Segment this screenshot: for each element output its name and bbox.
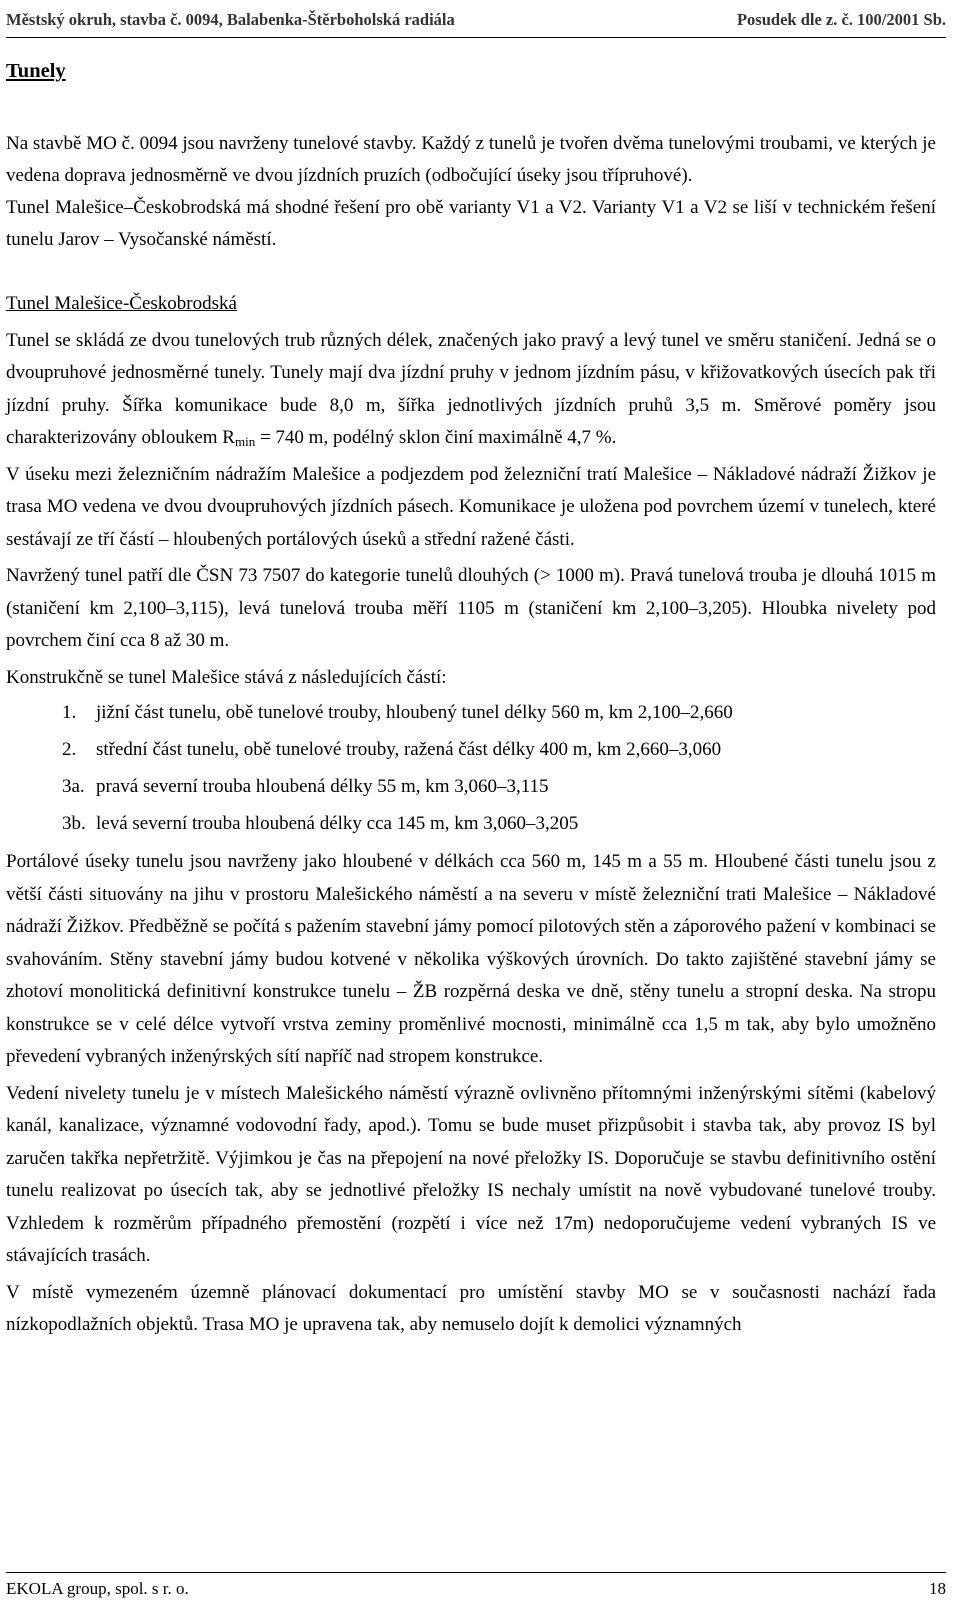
section-heading-paragraph bbox=[6, 288, 936, 321]
paragraph-description-end: = 740 m, podélný sklon činí maximálně 4,7 %. bbox=[255, 427, 617, 448]
paragraph-category: Navržený tunel patří dle ČSN 73 7507 do kategorie tunelů dlouhých (> 1000 m). Pravá tunelová trouba je dlouhá 1015 m (staničení km 2,100–3,115), levá tunelová trouba měří 1105 m (staničení km 2,100–3,205). Hloubka nivelety pod povrchem činí cca 8 až 30 m. bbox=[6, 565, 936, 651]
list-item: 2. střední část tunelu, obě tunelové trouby, ražená část délky 400 m, km 2,660–3,060 bbox=[62, 739, 722, 760]
list-item: 1. jižní část tunelu, obě tunelové trouby, hloubený tunel délky 560 m, km 2,100–2,660 bbox=[62, 702, 733, 723]
intro-paragraph-1: Na stavbě MO č. 0094 jsou navrženy tunelové stavby. Každý z tunelů je tvořen dvěma tunelovými troubami, ve kterých je vedena doprava jednosměrně ve dvou jízdních pruzích (odbočující úseky jsou třípruhové). bbox=[6, 133, 936, 186]
header-document-title: Městský okruh, stavba č. 0094, Balabenka-Štěrboholská radiála bbox=[6, 10, 455, 29]
paragraph-description bbox=[6, 325, 936, 455]
paragraph-list-intro: Konstrukčně se tunel Malešice stává z následujících částí: bbox=[6, 666, 447, 688]
page-header bbox=[6, 10, 946, 38]
header-document-reference: Posudek dle z. č. 100/2001 Sb. bbox=[736, 10, 946, 29]
paragraph-description-text: Tunel se skládá ze dvou tunelových trub různých délek, značených jako pravý a levý tunel ve směru staničení. Jedná se o dvoupruhové jednosměrné tunely. Tunely mají dva jízdní pruhy v jednom jízdním pásu, v křižovatkových úsecích pak tři jízdní pruhy. Šířka komunikace bude 8,0 m, šířka jednotlivých jízdních pruhů 3,5 m. Směrové poměry jsou charakterizovány obloukem R bbox=[6, 329, 936, 448]
intro-paragraph-2: Tunel Malešice–Českobrodská má shodné řešení pro obě varianty V1 a V2. Varianty V1 a V2 se liší v technickém řešení tunelu Jarov – Vysočanské náměstí. bbox=[6, 197, 936, 250]
footer-company: EKOLA group, spol. s r. o. bbox=[6, 1579, 189, 1598]
page-title: Tunely bbox=[6, 60, 66, 82]
paragraph-buildings: V místě vymezeném územně plánovací dokumentací pro umístění stavby MO se v současnosti nachází řada nízkopodlažních objektů. Trasa MO je upravena tak, aby nemuselo dojít k demolici významných bbox=[6, 1281, 936, 1335]
paragraph-route: V úseku mezi železničním nádražím Malešice a podjezdem pod železniční tratí Malešice – Nákladové nádraží Žižkov je trasa MO vedena ve dvou dvoupruhových jízdních pásech. Komunikace je uložena pod povrchem území v tunelech, které sestávají ze tří částí – hloubených portálových úseků a střední ražené části. bbox=[6, 463, 936, 550]
page-footer bbox=[6, 1572, 946, 1598]
list-item: 3b. levá severní trouba hloubená délky cca 145 m, km 3,060–3,205 bbox=[62, 813, 579, 834]
page-number: 18 bbox=[929, 1579, 946, 1598]
section-heading: Tunel Malešice-Českobrodská bbox=[6, 293, 237, 314]
document-body bbox=[6, 128, 936, 1342]
paragraph-utilities: Vedení nivelety tunelu je v místech Malešického náměstí výrazně ovlivněno přítomnými inženýrskými sítěmi (kabelový kanál, kanalizace, významné vodovodní řady, apod.). Tomu se bude muset přizpůsobit i stavba tak, aby provoz IS byl zaručen takřka nepřetržitě. Výjimkou je čas na přepojení na nové přeložky IS. Doporučuje se stavbu definitivního ostění tunelu realizovat po úsecích tak, aby se jednotlivé přeložky IS nechaly umístit na nově vybudované tunelové trouby. Vzhledem k rozměrům případného přemostění (rozpětí i více než 17m) nedoporučujeme vedení vybraných IS ve stávajících trasách. bbox=[6, 1082, 936, 1266]
list-item: 3a. pravá severní trouba hloubená délky 55 m, km 3,060–3,115 bbox=[62, 776, 549, 797]
paragraph-portal-sections: Portálové úseky tunelu jsou navrženy jako hloubené v délkách cca 560 m, 145 m a 55 m. Hloubené části tunelu jsou z větší části situovány na jihu v prostoru Malešického náměstí a na severu v místě železniční trati Malešice – Nákladové nádraží Žižkov. Předběžně se počítá s pažením stavební jámy pomocí pilotových stěn a záporového pažení v kombinaci se svahováním. Stěny stavební jámy budou kotvené v několika výškových úrovních. Do takto zajištěné stavební jámy se zhotoví monolitická definitivní konstrukce tunelu – ŽB rozpěrná deska ve dně, stěny tunelu a stropní deska. Na stropu konstrukce se v celé délce vytvoří vrstva zeminy proměnlivé mocnosti, minimálně cca 1,5 m tak, aby bylo umožněno převedení vybraných inženýrských sítí napříč nad stropem konstrukce. bbox=[6, 851, 936, 1067]
subscript-min: min bbox=[234, 434, 256, 449]
tunnel-parts-list bbox=[6, 694, 936, 842]
